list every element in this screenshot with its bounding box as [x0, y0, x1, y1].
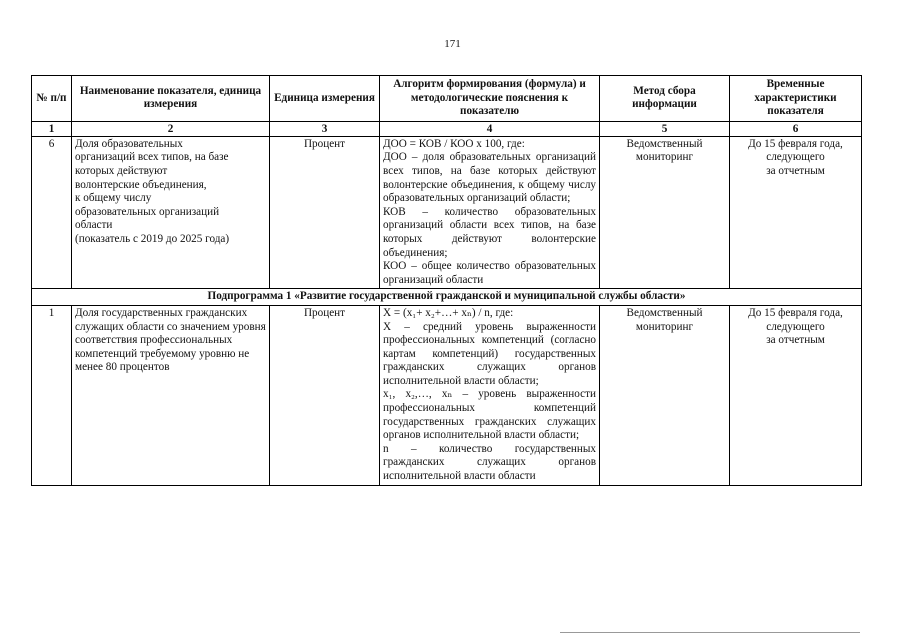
subprogram-title: Подпрограмма 1 «Развитие государственной гражданской и муниципальной службы области»	[32, 289, 862, 306]
column-number: 1	[32, 121, 72, 136]
indicator-name-line: Доля образовательных	[75, 137, 183, 150]
header-number: № п/п	[32, 76, 72, 122]
indicator-name-line: к общему числу	[75, 192, 152, 205]
unit: Процент	[270, 136, 380, 289]
timing-line: за отчетным	[766, 164, 825, 177]
indicator-name-line: волонтерские объединения,	[75, 178, 207, 191]
scan-artifact-line	[560, 632, 860, 633]
table-row	[32, 136, 862, 289]
row-number: 6	[32, 136, 72, 289]
timing	[730, 305, 862, 485]
header-indicator-name: Наименование показателя, единица измерения	[72, 76, 270, 122]
indicator-name-line: области	[75, 219, 113, 232]
formula-line: X = (x₁+ x₂+…+ xₙ) / n, где:	[383, 306, 514, 319]
formula-line: n – количество государственных гражданских служащих органов исполнительной власти области	[383, 442, 596, 483]
column-number: 2	[72, 121, 270, 136]
collection-method: Ведомственный мониторинг	[600, 305, 730, 485]
formula-line: КОО – общее количество образовательных организаций области	[383, 260, 596, 286]
indicator-name-line: организаций всех типов, на базе	[75, 151, 229, 164]
algorithm	[380, 136, 600, 289]
algorithm	[380, 305, 600, 485]
header-row	[32, 76, 862, 122]
unit: Процент	[270, 305, 380, 485]
indicator-name: Доля государственных гражданских служащих области со значением уровня соответствия профессиональных компетенций требуемому уровню не менее 80 процентов	[72, 305, 270, 485]
timing-line: следующего	[766, 320, 825, 333]
column-number: 6	[730, 121, 862, 136]
header-algorithm: Алгоритм формирования (формула) и методологические пояснения к показателю	[380, 76, 600, 122]
formula-line: ДОО = КОВ / КОО х 100, где:	[383, 137, 525, 150]
column-number: 3	[270, 121, 380, 136]
indicator-name-line: образовательных организаций	[75, 205, 220, 218]
indicator-name	[72, 136, 270, 289]
subprogram-row	[32, 289, 862, 306]
header-unit: Единица измерения	[270, 76, 380, 122]
collection-method: Ведомственный мониторинг	[600, 136, 730, 289]
column-number: 5	[600, 121, 730, 136]
table-row	[32, 305, 862, 485]
column-number: 4	[380, 121, 600, 136]
timing-line: за отчетным	[766, 334, 825, 347]
row-number: 1	[32, 305, 72, 485]
indicator-table	[31, 75, 862, 486]
indicator-name-line: (показатель с 2019 до 2025 года)	[75, 232, 230, 245]
page-number: 171	[444, 38, 461, 50]
timing-line: До 15 февраля года,	[748, 137, 843, 150]
header-method: Метод сбора информации	[600, 76, 730, 122]
formula-line: КОВ – количество образовательных организаций области всех типов, на базе которых действуют волонтерские объединения;	[383, 205, 596, 259]
indicator-name-line: которых действуют	[75, 164, 168, 177]
timing-line: следующего	[766, 151, 825, 164]
formula-line: ДОО – доля образовательных организаций всех типов, на базе которых действуют волонтерские объединения, к общему числу образовательных организаций области;	[383, 151, 596, 205]
timing	[730, 136, 862, 289]
formula-line: x₁, x₂,…, xₙ – уровень выраженности профессиональных компетенций государственных гражданских служащих органов исполнительной власти области;	[383, 388, 596, 442]
column-number-row	[32, 121, 862, 136]
formula-line: X – средний уровень выраженности профессиональных компетенций (согласно картам компетенций) государственных гражданских служащих органов исполнительной власти области;	[383, 320, 596, 387]
timing-line: До 15 февраля года,	[748, 306, 843, 319]
header-timing: Временные характеристики показателя	[730, 76, 862, 122]
